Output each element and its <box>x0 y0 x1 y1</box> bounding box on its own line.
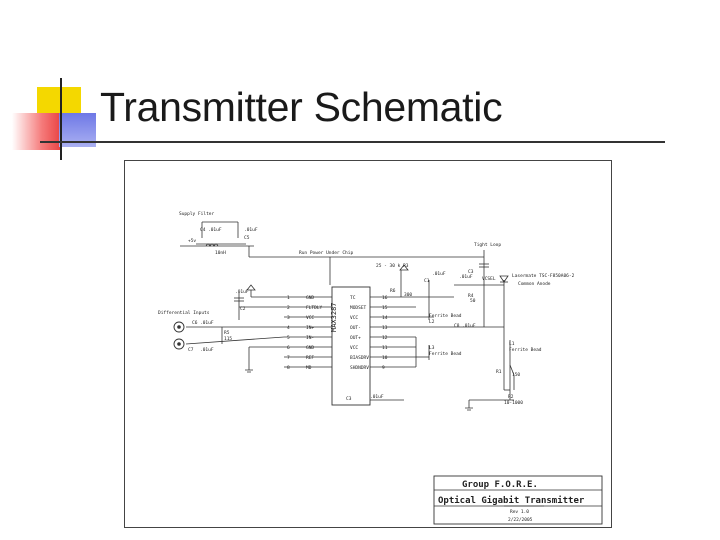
diff-inputs-label: Differential Inputs <box>158 311 210 316</box>
r6-value: 300 <box>404 293 413 298</box>
left-pin-name: MD <box>306 366 312 371</box>
vcsel-label: VCSEL <box>482 277 496 282</box>
right-pin-name: TC <box>350 296 356 301</box>
slide-title: Transmitter Schematic <box>100 84 503 130</box>
left-pin-number: 7 <box>287 356 290 361</box>
right-pin-number: 10 <box>382 356 388 361</box>
accent-square-red <box>12 113 62 150</box>
right-pin-name: MODSET <box>350 306 367 311</box>
r5-value: 115 <box>224 337 233 342</box>
right-pin-number: 14 <box>382 316 388 321</box>
right-pin-name: OUT+ <box>350 336 361 341</box>
title-block-date: 2/22/2005 <box>508 518 533 523</box>
right-pin-number: 13 <box>382 326 388 331</box>
c6-label: C6 <box>192 321 198 326</box>
right-pin-name: VCC <box>350 316 359 321</box>
plus5v-label: +5v <box>188 239 197 244</box>
left-pin-number: 5 <box>287 336 290 341</box>
left-pin-number: 2 <box>287 306 290 311</box>
left-pin-name: VCC <box>306 316 315 321</box>
r4-label: R4 <box>468 294 474 299</box>
l3-label: L3 <box>429 346 435 351</box>
c5-label: C5 <box>244 236 250 241</box>
c1-value-left: .01uF <box>235 290 249 295</box>
left-pin-number: 8 <box>287 366 290 371</box>
c1-label: C1 <box>424 279 430 284</box>
c7-label: C7 <box>188 348 194 353</box>
left-pin-number: 3 <box>287 316 290 321</box>
left-pin-name: IN- <box>306 336 315 341</box>
l1-value: 10nH <box>215 251 226 256</box>
r5-label: R5 <box>224 331 230 336</box>
right-pin-name: SHDNDRV <box>350 366 369 371</box>
left-pin-number: 4 <box>287 326 290 331</box>
ferrite-bead-2-label: Ferrite Bead <box>429 352 462 357</box>
common-anode-label: Common Anode <box>518 282 551 287</box>
c5-value: .01uF <box>244 228 258 233</box>
left-pin-name: REF <box>306 356 315 361</box>
r1-label: R1 <box>496 370 502 375</box>
c4-value: .01uF <box>208 228 222 233</box>
r1-value: 150 <box>512 373 521 378</box>
title-block <box>434 476 602 524</box>
right-pin-name: BIASDRV <box>350 356 369 361</box>
c8-value: .01uF <box>462 324 476 329</box>
right-pin-number: 12 <box>382 336 388 341</box>
title-block-project: Optical Gigabit Transmitter <box>438 496 585 506</box>
title-block-group: Group F.O.R.E. <box>462 480 538 490</box>
c3b-label: C3 <box>346 397 352 402</box>
left-pin-number: 6 <box>287 346 290 351</box>
r2-label: R2 <box>508 395 514 400</box>
c7-value: .01uF <box>200 348 214 353</box>
r6-label: R6 <box>390 289 396 294</box>
left-pin-name: FLTDLY <box>306 306 323 311</box>
chip-label: MAX3287 <box>330 302 338 332</box>
l2-label: L2 <box>429 320 435 325</box>
accent-vertical-line <box>60 78 62 160</box>
r4-value: 50 <box>470 299 476 304</box>
ferrite-bead-1-label: Ferrite Bead <box>429 314 462 319</box>
c6-value: .01uF <box>200 321 214 326</box>
left-pin-name: GND <box>306 346 315 351</box>
lasermate-label: Lasermate TSC-F850A06-2 <box>512 274 575 279</box>
right-pin-number: 16 <box>382 296 388 301</box>
title-rule <box>40 141 665 143</box>
pot-label: 25 - 30 k R3 <box>376 264 409 269</box>
c4-label: C4 <box>200 228 206 233</box>
right-pin-name: OUT- <box>350 326 361 331</box>
right-pin-number: 11 <box>382 346 388 351</box>
c3b-value: .01uF <box>370 395 384 400</box>
c2-label: C2 <box>240 307 246 312</box>
title-block-rev: Rev 1.0 <box>510 510 529 515</box>
c3-value: .01uF <box>459 275 473 280</box>
run-power-label: Run Power Under Chip <box>299 251 354 256</box>
supply-filter-label: Supply Filter <box>179 212 215 217</box>
left-pin-name: GND <box>306 296 315 301</box>
c1-value: .01uF <box>432 272 446 277</box>
right-pin-name: VCC <box>350 346 359 351</box>
c3-label: C3 <box>468 270 474 275</box>
tight-loop-label: Tight Loop <box>474 243 502 248</box>
left-pin-number: 1 <box>287 296 290 301</box>
left-pin-name: IN+ <box>306 326 315 331</box>
ferrite-bead-3-label: Ferrite Bead <box>509 348 542 353</box>
c8-label: C8 <box>454 324 460 329</box>
right-pin-number: 9 <box>382 366 385 371</box>
schematic-diagram <box>124 160 612 528</box>
l1-right-label: L1 <box>509 342 515 347</box>
r2-value: 10-1000 <box>504 401 523 406</box>
right-pin-number: 15 <box>382 306 388 311</box>
